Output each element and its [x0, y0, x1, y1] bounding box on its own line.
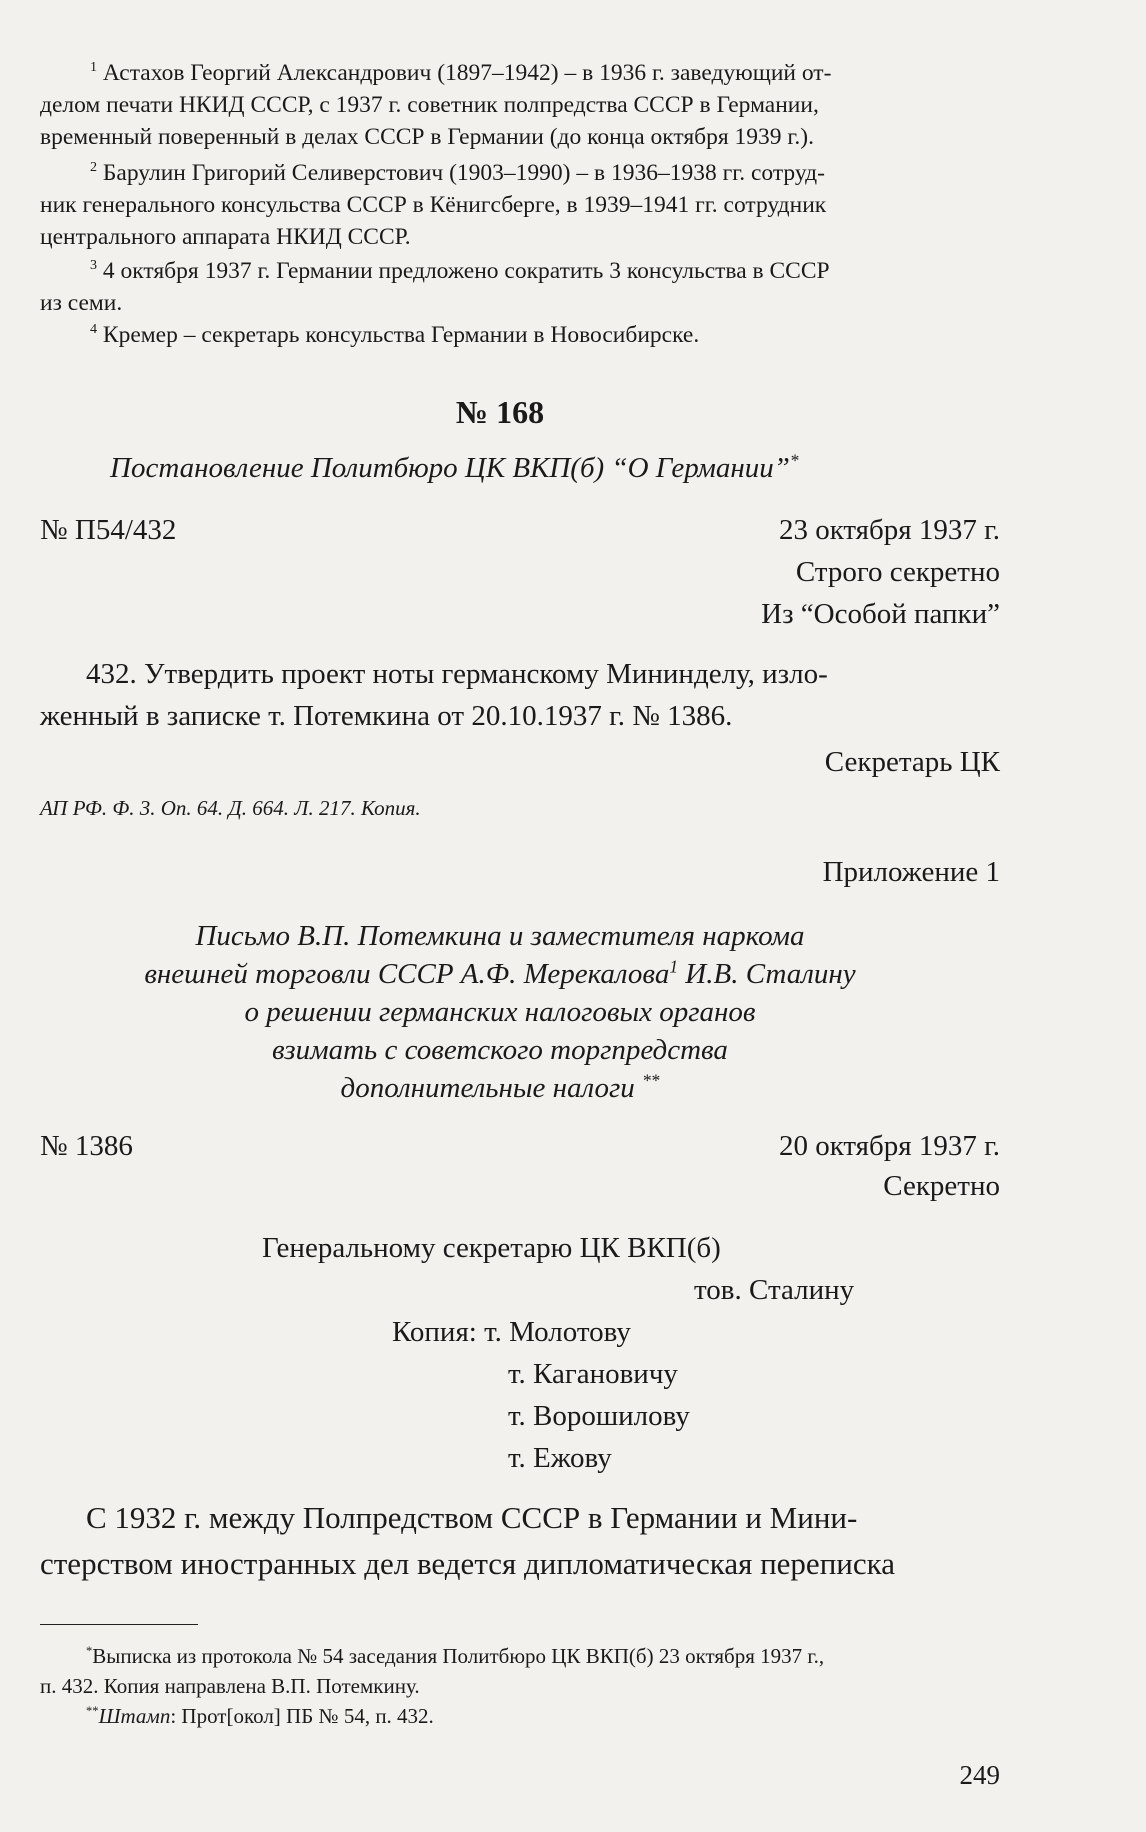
- appendix-title-line-1: Письмо В.П. Потемкина и заместителя наркома: [195, 920, 805, 952]
- document-reg-number: № П54/432: [40, 514, 177, 546]
- footnote-2-line-1: $^2$ Барулин Григорий Селиверстович (1903–1990) – в 1936–1938 гг. сотруд-: [90, 159, 825, 186]
- appendix-label: Приложение 1: [822, 856, 1000, 888]
- footnote-1-line-1: $^1$ Астахов Георгий Александрович (1897–1942) – в 1936 г. заведующий от-: [90, 59, 832, 86]
- appendix-title-line-2: внешней торговли СССР А.Ф. Мерекалова$^1$ И.В. Сталину: [144, 956, 856, 990]
- body-line-2: женный в записке т. Потемкина от 20.10.1937 г. № 1386.: [40, 700, 733, 732]
- copy-recipient-4: т. Ежову: [508, 1442, 612, 1474]
- footnote-1-line-3: временный поверенный в делах СССР в Германии (до конца октября 1939 г.).: [40, 124, 814, 150]
- document-number: № 168: [455, 394, 545, 430]
- footnote-2-line-3: центрального аппарата НКИД СССР.: [40, 224, 411, 250]
- footnote-2-line-2: ник генерального консульства СССР в Кёнигсберге, в 1939–1941 гг. сотрудник: [40, 192, 827, 218]
- addressee-line-1: Генеральному секретарю ЦК ВКП(б): [262, 1232, 721, 1264]
- footnote-4: $^4$ Кремер – секретарь консульства Германии в Новосибирске.: [90, 321, 700, 348]
- document-title: Постановление Политбюро ЦК ВКП(б) “О Германии”*: [110, 450, 799, 484]
- bottom-note-1-line-2: п. 432. Копия направлена В.П. Потемкину.: [40, 1674, 420, 1698]
- copy-recipient-3: т. Ворошилову: [508, 1400, 690, 1432]
- footnote-1-line-2: делом печати НКИД СССР, с 1937 г. советник полпредства СССР в Германии,: [40, 92, 819, 118]
- footnote-divider: [40, 1624, 198, 1625]
- page-number: 249: [959, 1760, 1000, 1790]
- footnote-3-line-1: $^3$ 4 октября 1937 г. Германии предложено сократить 3 консульства в СССР: [90, 257, 830, 284]
- source-note: Из “Особой папки”: [761, 598, 1000, 630]
- appendix-title-line-3: о решении германских налоговых органов: [244, 996, 756, 1028]
- appendix-title-line-4: взимать с советского торгпредства: [272, 1034, 728, 1066]
- letter-body-line-1: С 1932 г. между Полпредством СССР в Германии и Мини-: [86, 1500, 858, 1535]
- letter-date: 20 октября 1937 г.: [778, 1130, 1000, 1162]
- bottom-note-1-line-1: *Выписка из протокола № 54 заседания Политбюро ЦК ВКП(б) 23 октября 1937 г.,: [86, 1644, 825, 1668]
- signature: Секретарь ЦК: [824, 746, 1000, 778]
- appendix-title-line-5: дополнительные налоги **: [340, 1070, 660, 1104]
- copy-recipient-2: т. Кагановичу: [508, 1358, 678, 1390]
- letter-reg-number: № 1386: [40, 1130, 133, 1162]
- letter-secrecy: Секретно: [883, 1170, 1000, 1202]
- document-date: 23 октября 1937 г.: [778, 514, 1000, 546]
- letter-body-line-2: стерством иностранных дел ведется дипломатическая переписка: [40, 1546, 895, 1581]
- addressee-line-2: тов. Сталину: [694, 1274, 855, 1306]
- footnote-3-line-2: из семи.: [40, 290, 123, 316]
- bottom-note-2: **Штамп: Прот[окол] ПБ № 54, п. 432.: [86, 1704, 434, 1728]
- archive-reference: АП РФ. Ф. 3. Оп. 64. Д. 664. Л. 217. Копия.: [40, 796, 421, 820]
- copy-recipient-1: Копия: т. Молотову: [392, 1316, 631, 1348]
- body-line-1: 432. Утвердить проект ноты германскому Мининделу, изло-: [86, 658, 828, 690]
- secrecy-stamp: Строго секретно: [795, 556, 1000, 588]
